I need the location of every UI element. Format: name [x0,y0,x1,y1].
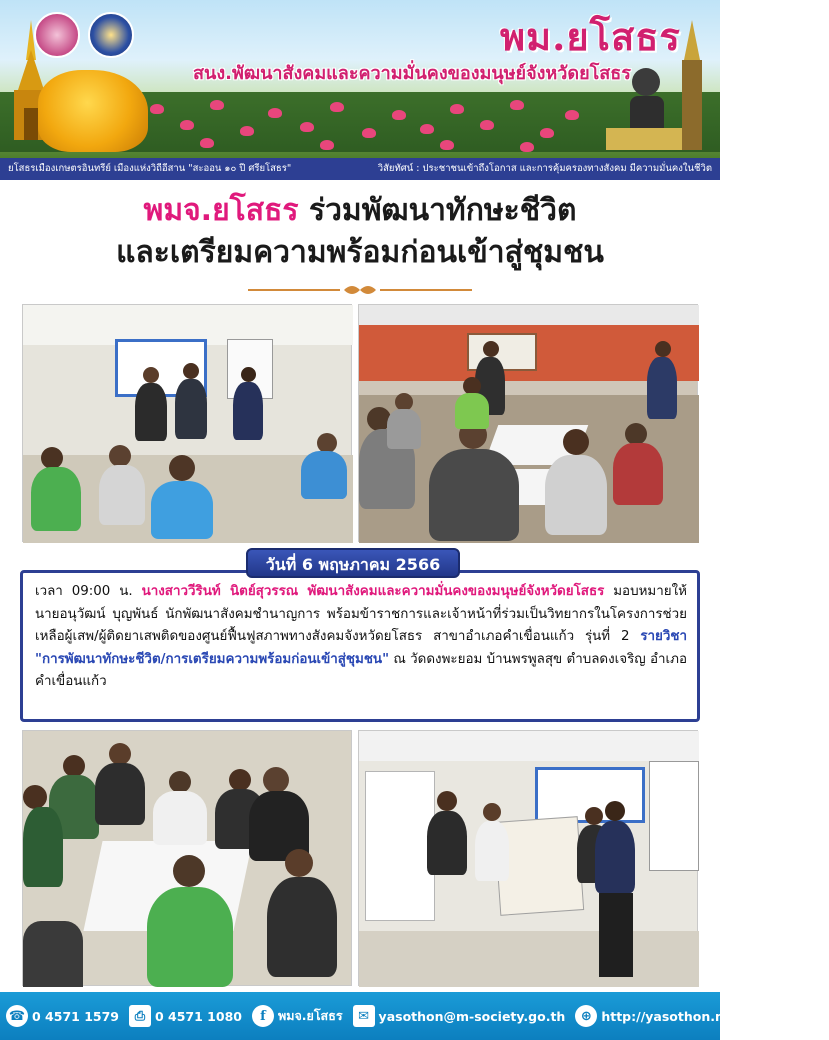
footer-phone [6,1005,119,1027]
footer-facebook-text: พมจ.ยโสธร [277,1008,343,1023]
footer-phone-text: 0 4571 1579 [32,1008,119,1024]
footer-email-text: yasothon@m-society.go.th [378,1008,566,1024]
title-org: พมจ.ยโสธร [143,193,299,228]
title-line-1-rest: ร่วมพัฒนาทักษะชีวิต [308,193,577,228]
ministry-logo [34,12,80,58]
body-text-1: มอบหมายให้ นายอนุวัฒน์ บุญพันธ์ นักพัฒนาสังคมชำนาญการ พร้อมข้าราชการและเจ้าหน้าที่ร่วมเป็นวิทยากรในโครงการช่วยเหลือผู้เสพ/ผู้ติดยาเสพติดของศูนย์ฟื้นฟูสภาพทางสังคมจังหวัดยโสธร สาขาอำเภอคำเขื่อนแก้ว รุ่นที่ 2 [35,584,687,644]
naga-statue-image [38,70,148,152]
banner-strip-right: วิสัยทัศน์ : ประชาชนเข้าถึงโอกาส และการคุ้มครองทางสังคม มีความมั่นคงในชีวิต [377,163,712,174]
footer-website-text: http://yasothon.m-society.go.th/ [601,1008,829,1024]
banner-brand: พม.ยโสธร [500,14,681,59]
title-line-1 [0,190,720,232]
body-subject: "การพัฒนาทักษะชีวิต/การเตรียมความพร้อมก่อนเข้าสู่ชุมชน" [35,651,390,667]
activity-photo-3 [22,730,352,986]
footer-email[interactable] [353,1005,566,1027]
phone-icon: ☎ [6,1005,28,1027]
banner-strip-left: ยโสธรเมืองเกษตรอินทรีย์ เมืองแห่งวิถีอีสาน "สะออน ๑๐ ปี ศรียโสธร" [8,163,292,174]
provincial-logo [88,12,134,58]
footer-fax-text: 0 4571 1080 [154,1008,242,1024]
title-line-2: และเตรียมความพร้อมก่อนเข้าสู่ชุมชน [116,235,604,270]
footer-website[interactable] [575,1005,829,1027]
news-body [20,570,700,722]
globe-icon: ⊕ [575,1005,597,1027]
activity-photo-1 [22,304,352,542]
date-badge: วันที่ 6 พฤษภาคม 2566 [246,548,460,578]
page-title [0,190,720,274]
body-subject-label: รายวิชา [640,629,687,644]
contact-footer [0,992,829,1040]
facebook-icon: f [252,1005,274,1027]
body-time: เวลา 09:00 น. [35,584,133,599]
fax-icon: ⎙ [129,1005,151,1027]
ornament-divider [248,282,472,298]
body-text-2: ณ วัดดงพะยอม บ้านพรพูลสุข ตำบลดงเจริญ อำเภอคำเขื่อนแก้ว [35,651,688,689]
banner-info-strip [0,158,720,180]
body-person: นางสาววีรินท์ นิตย์สุวรรณ พัฒนาสังคมและความมั่นคงของมนุษย์จังหวัดยโสธร [141,584,605,599]
footer-facebook[interactable] [252,1005,343,1027]
activity-photo-4 [358,730,698,986]
email-icon: ✉ [353,1005,375,1027]
footer-fax [129,1005,242,1027]
banner-subtitle: สนง.พัฒนาสังคมและความมั่นคงของมนุษย์จังหวัดยโสธร [193,63,631,84]
header-banner [0,0,720,158]
activity-photo-2 [358,304,698,542]
